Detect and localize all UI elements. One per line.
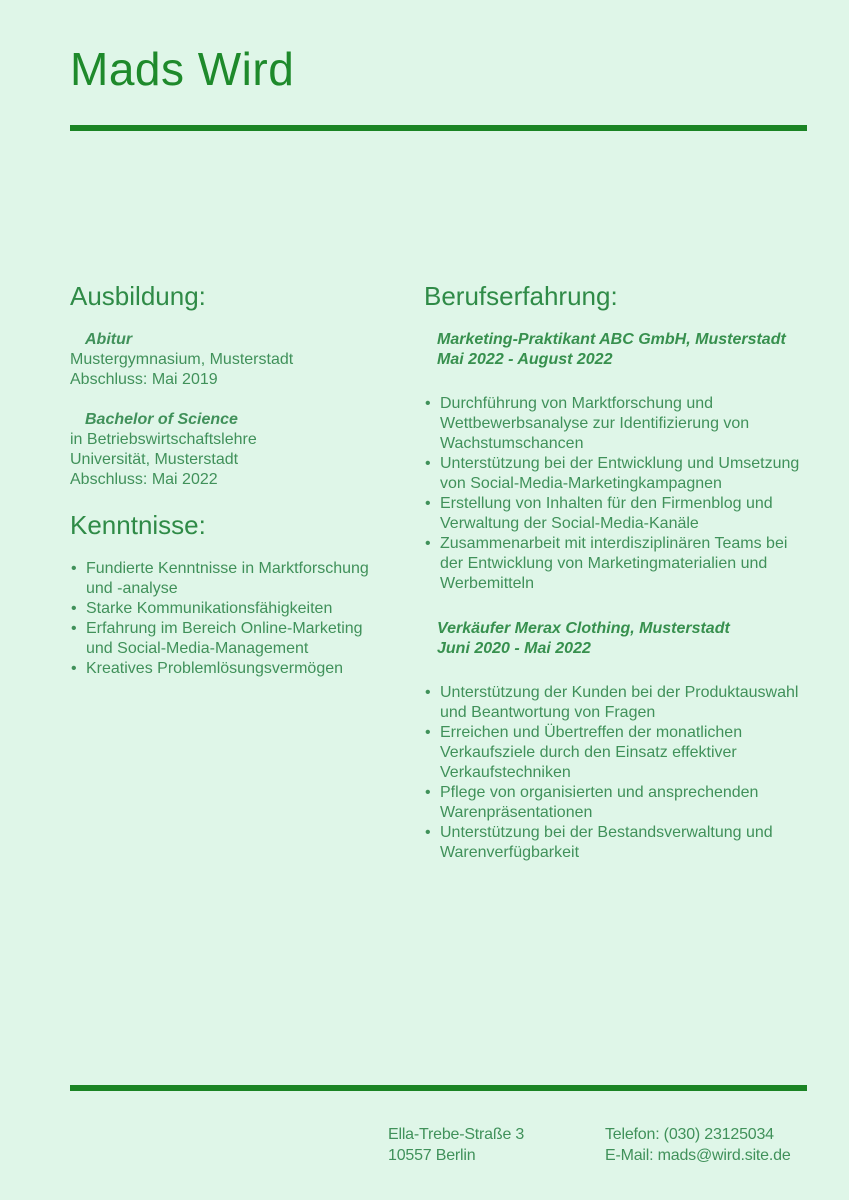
job-duty: • Erstellung von Inhalten für den Firmenblog und Verwaltung der Social-Media-Kanäle bbox=[424, 494, 802, 534]
education-entry bbox=[70, 410, 376, 490]
education-section bbox=[70, 281, 376, 490]
skills-heading: Kenntnisse: bbox=[70, 509, 206, 540]
job-duty: • Unterstützung der Kunden bei der Produktauswahl und Beantwortung von Fragen bbox=[424, 683, 802, 723]
job-duties-list bbox=[424, 394, 802, 594]
footer-contact bbox=[605, 1124, 791, 1166]
education-entry bbox=[70, 330, 376, 390]
job-entry bbox=[424, 619, 802, 863]
skills-list bbox=[70, 559, 376, 679]
degree-title: Bachelor of Science bbox=[85, 410, 238, 428]
job-duty: • Zusammenarbeit mit interdisziplinären Teams bei der Entwicklung von Marketingmaterialien und Werbemitteln bbox=[424, 534, 802, 594]
job-period: Mai 2022 - August 2022 bbox=[437, 350, 613, 368]
address-city: 10557 Berlin bbox=[388, 1147, 476, 1164]
experience-section bbox=[424, 281, 802, 863]
content-columns bbox=[70, 281, 807, 863]
skill-item: • Fundierte Kenntnisse in Marktforschung und -analyse bbox=[70, 559, 376, 599]
education-heading: Ausbildung: bbox=[70, 280, 206, 311]
job-duties-list bbox=[424, 683, 802, 863]
address-street: Ella-Trebe-Straße 3 bbox=[388, 1126, 525, 1143]
phone-number: Telefon: (030) 23125034 bbox=[605, 1126, 774, 1143]
footer-rule bbox=[70, 1085, 807, 1091]
education-institution: Mustergymnasium, Musterstadt bbox=[70, 350, 294, 368]
education-field: in Betriebswirtschaftslehre bbox=[70, 430, 257, 448]
experience-heading: Berufserfahrung: bbox=[424, 280, 618, 311]
footer bbox=[388, 1124, 791, 1166]
job-period: Juni 2020 - Mai 2022 bbox=[437, 639, 591, 657]
job-duty: • Unterstützung bei der Bestandsverwaltung und Warenverfügbarkeit bbox=[424, 823, 802, 863]
skill-item: • Starke Kommunikationsfähigkeiten bbox=[70, 599, 376, 619]
skill-item: • Erfahrung im Bereich Online-Marketing und Social-Media-Management bbox=[70, 619, 376, 659]
education-graduation: Abschluss: Mai 2022 bbox=[70, 470, 218, 488]
email-address: E-Mail: mads@wird.site.de bbox=[605, 1147, 791, 1164]
right-column bbox=[424, 281, 802, 863]
page-title: Mads Wird bbox=[70, 43, 295, 95]
job-duty: • Erreichen und Übertreffen der monatlichen Verkaufsziele durch den Einsatz effektiver Verkaufstechniken bbox=[424, 723, 802, 783]
job-duty: • Durchführung von Marktforschung und Wettbewerbsanalyse zur Identifizierung von Wachstumschancen bbox=[424, 394, 802, 454]
skills-section bbox=[70, 510, 376, 679]
header-rule bbox=[70, 125, 807, 131]
degree-title: Abitur bbox=[85, 330, 133, 348]
education-graduation: Abschluss: Mai 2019 bbox=[70, 370, 218, 388]
job-duty: • Pflege von organisierten und ansprechenden Warenpräsentationen bbox=[424, 783, 802, 823]
job-entry bbox=[424, 330, 802, 594]
job-title: Verkäufer Merax Clothing, Musterstadt bbox=[437, 619, 730, 637]
job-title: Marketing-Praktikant ABC GmbH, Musterstadt bbox=[437, 330, 786, 348]
job-heading bbox=[424, 619, 802, 659]
footer-address bbox=[388, 1124, 605, 1166]
job-duty: • Unterstützung bei der Entwicklung und Umsetzung von Social-Media-Marketingkampagnen bbox=[424, 454, 802, 494]
left-column bbox=[70, 281, 376, 863]
skill-item: • Kreatives Problemlösungsvermögen bbox=[70, 659, 376, 679]
job-heading bbox=[424, 330, 802, 370]
education-institution: Universität, Musterstadt bbox=[70, 450, 239, 468]
